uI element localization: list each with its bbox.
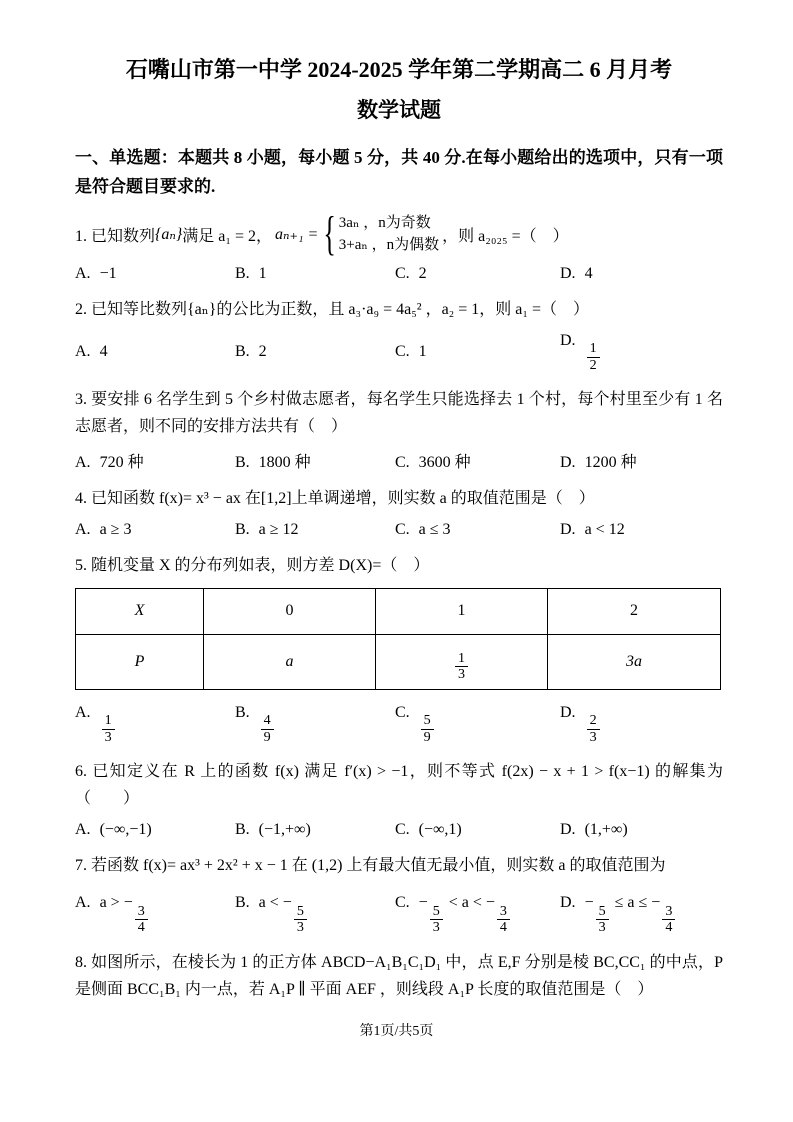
option-text: 2 bbox=[258, 343, 267, 361]
option-b bbox=[235, 704, 395, 746]
option-d bbox=[560, 821, 723, 839]
option-a bbox=[75, 343, 235, 361]
option-label: A. bbox=[75, 703, 91, 721]
question-2-options bbox=[75, 332, 723, 374]
option-label: B. bbox=[235, 264, 250, 282]
option-label: C. bbox=[395, 343, 410, 361]
question-6-options bbox=[75, 821, 723, 839]
q1-stem-post: ，则 a₂₀₂₅ =（ ） bbox=[442, 227, 569, 245]
option-label: B. bbox=[235, 894, 250, 912]
option-label: A. bbox=[75, 520, 91, 538]
fraction: $\frac{5}{9}$ bbox=[421, 713, 434, 745]
option-b bbox=[235, 343, 395, 361]
question-2: 2. 已知等比数列{aₙ}的公比为正数，且 a₃·a₉ = 4a₅² ，a₂ = 1，则 a₁ =（ ） bbox=[75, 300, 589, 318]
option-label: D. bbox=[560, 894, 576, 912]
option-text: 1200 种 bbox=[584, 454, 637, 471]
option-c bbox=[395, 894, 560, 936]
q1-case-even: 3+aₙ ，n为偶数 bbox=[338, 237, 440, 254]
fraction: $\frac{1}{2}$ bbox=[587, 341, 600, 373]
exam-subtitle: 数学试题 bbox=[357, 97, 441, 122]
option-d bbox=[560, 332, 723, 374]
option-label: C. bbox=[395, 264, 410, 282]
fraction: $\frac{2}{3}$ bbox=[587, 713, 600, 745]
option-text: − $\frac{5}{3}$ < a < − $\frac{3}{4}$ bbox=[419, 894, 512, 911]
q1-sequence-symbol: {aₙ} bbox=[155, 226, 183, 244]
option-text: −1 bbox=[99, 264, 117, 282]
left-brace-glyph: { bbox=[323, 206, 336, 261]
fraction: $\frac{3}{4}$ bbox=[497, 904, 510, 936]
option-label: D. bbox=[560, 264, 576, 282]
option-d bbox=[560, 894, 723, 936]
q1-piecewise-cases bbox=[339, 212, 439, 257]
option-text: 1800 种 bbox=[258, 454, 311, 471]
option-a bbox=[75, 449, 235, 472]
table-cell-p0: a bbox=[204, 634, 376, 689]
option-text: 4 bbox=[99, 343, 108, 361]
question-3-options bbox=[75, 449, 723, 472]
option-b bbox=[235, 265, 395, 283]
question-7-options bbox=[75, 894, 723, 936]
option-text: 2 bbox=[418, 264, 427, 282]
option-text: a > − $\frac{3}{4}$ bbox=[100, 894, 150, 911]
table-cell-p1 bbox=[376, 634, 548, 689]
option-d bbox=[560, 265, 723, 283]
option-text: (−∞,1) bbox=[418, 821, 462, 839]
option-c bbox=[395, 521, 560, 539]
option-label: B. bbox=[235, 821, 250, 839]
fraction: $\frac{3}{4}$ bbox=[135, 904, 148, 936]
option-text: a ≥ 3 bbox=[99, 520, 132, 538]
option-a bbox=[75, 704, 235, 746]
option-d bbox=[560, 704, 723, 746]
table-cell-x0: 0 bbox=[204, 588, 376, 634]
option-label: B. bbox=[235, 703, 250, 721]
option-label: C. bbox=[395, 821, 410, 839]
q1-recurrence-formula bbox=[275, 206, 440, 261]
option-label: C. bbox=[395, 894, 410, 912]
option-label: D. bbox=[560, 703, 576, 721]
q1-stem-pre: 1. 已知数列 bbox=[75, 227, 156, 245]
option-text bbox=[259, 704, 276, 745]
option-label: D. bbox=[560, 331, 576, 349]
option-text: a < 12 bbox=[584, 520, 625, 538]
option-label: A. bbox=[75, 264, 91, 282]
question-1 bbox=[75, 206, 723, 261]
option-text: − $\frac{5}{3}$ ≤ a ≤ − $\frac{3}{4}$ bbox=[585, 894, 678, 911]
option-d bbox=[560, 449, 723, 472]
option-label: D. bbox=[560, 821, 576, 839]
option-text: (−∞,−1) bbox=[99, 821, 152, 839]
option-c bbox=[395, 265, 560, 283]
option-b bbox=[235, 449, 395, 472]
option-a bbox=[75, 821, 235, 839]
option-text: a ≤ 3 bbox=[418, 520, 451, 538]
option-text: (−1,+∞) bbox=[258, 821, 311, 839]
option-text: (1,+∞) bbox=[584, 821, 628, 839]
question-7: 7. 若函数 f(x)= ax³ + 2x² + x − 1 在 (1,2) 上有最大值无最小值，则实数 a 的取值范围为 bbox=[75, 857, 666, 875]
option-b bbox=[235, 894, 395, 936]
question-5-options bbox=[75, 704, 723, 746]
option-text bbox=[100, 704, 117, 745]
option-text bbox=[585, 332, 602, 373]
option-text: 1 bbox=[418, 343, 427, 361]
q1-stem-mid: 满足 a₁ = 2， bbox=[182, 227, 273, 245]
question-4: 4. 已知函数 f(x)= x³ − ax 在[1,2]上单调递增，则实数 a 的取值范围是（ ） bbox=[75, 490, 595, 507]
table-cell-x1: 1 bbox=[376, 588, 548, 634]
fraction: $\frac{1}{3}$ bbox=[102, 713, 115, 745]
distribution-table bbox=[75, 588, 721, 690]
fraction: $\frac{4}{9}$ bbox=[261, 713, 274, 745]
option-a bbox=[75, 894, 235, 936]
option-a bbox=[75, 521, 235, 539]
question-6: 6. 已知定义在 R 上的函数 f(x) 满足 f′(x) > −1，则不等式 f(2x) − x + 1 > f(x−1) 的解集为（ ） bbox=[75, 763, 723, 808]
option-b bbox=[235, 521, 395, 539]
option-label: B. bbox=[235, 520, 250, 538]
option-text: 4 bbox=[584, 264, 593, 282]
option-text: 720 种 bbox=[99, 454, 144, 471]
fraction: $\frac{3}{4}$ bbox=[662, 904, 675, 936]
option-label: D. bbox=[560, 454, 576, 471]
option-d bbox=[560, 521, 723, 539]
option-text: 1 bbox=[258, 264, 267, 282]
table-cell-x2: 2 bbox=[548, 588, 721, 634]
question-3: 3. 要安排 6 名学生到 5 个乡村做志愿者，每名学生只能选择去 1 个村，每个村里至少有 1 名志愿者，则不同的安排方法共有（ ） bbox=[75, 391, 723, 436]
table-row-x bbox=[76, 588, 721, 634]
option-c bbox=[395, 343, 560, 361]
option-label: A. bbox=[75, 894, 91, 912]
option-label: A. bbox=[75, 343, 91, 361]
option-label: A. bbox=[75, 454, 91, 471]
option-text: a < − $\frac{5}{3}$ bbox=[259, 894, 309, 911]
question-1-options bbox=[75, 265, 723, 283]
option-label: A. bbox=[75, 821, 91, 839]
exam-title: 石嘴山市第一中学 2024-2025 学年第二学期高二 6 月月考 bbox=[125, 57, 673, 82]
option-text: a ≥ 12 bbox=[258, 520, 299, 538]
option-text: 3600 种 bbox=[418, 454, 471, 471]
fraction: $\frac{5}{3}$ bbox=[430, 904, 443, 936]
option-label: B. bbox=[235, 454, 250, 471]
fraction: $\frac{1}{3}$ bbox=[455, 651, 468, 683]
q1-case-odd: 3aₙ ，n为奇数 bbox=[338, 214, 431, 231]
option-text bbox=[585, 704, 602, 745]
fraction: $\frac{5}{3}$ bbox=[596, 904, 609, 936]
option-a bbox=[75, 265, 235, 283]
q1-formula-lhs: aₙ₊₁ = bbox=[275, 226, 319, 244]
table-cell-p2: 3a bbox=[548, 634, 721, 689]
option-label: C. bbox=[395, 454, 410, 471]
section-heading: 一、单选题：本题共 8 小题，每小题 5 分，共 40 分.在每小题给出的选项中，只有一项是符合题目要求的. bbox=[75, 147, 723, 196]
option-c bbox=[395, 449, 560, 472]
option-c bbox=[395, 704, 560, 746]
option-label: C. bbox=[395, 520, 410, 538]
option-label: C. bbox=[395, 703, 410, 721]
fraction: $\frac{5}{3}$ bbox=[294, 904, 307, 936]
table-row-p bbox=[76, 634, 721, 689]
option-b bbox=[235, 821, 395, 839]
table-cell-x-label: X bbox=[76, 588, 204, 634]
question-4-options bbox=[75, 521, 723, 539]
option-label: D. bbox=[560, 520, 576, 538]
table-cell-p-label: P bbox=[76, 634, 204, 689]
option-text bbox=[419, 704, 436, 745]
page-number: 第1页/共5页 bbox=[359, 1024, 434, 1039]
option-label: B. bbox=[235, 343, 250, 361]
question-8: 8. 如图所示，在棱长为 1 的正方体 ABCD−A₁B₁C₁D₁ 中，点 E,F 分别是棱 BC,CC₁ 的中点，P 是侧面 BCC₁B₁ 内一点，若 A₁P ∥ 平面 AEF ，则线段 A₁P 长度的取值范围是（ ） bbox=[75, 953, 723, 998]
option-c bbox=[395, 821, 560, 839]
question-5: 5. 随机变量 X 的分布列如表，则方差 D(X)=（ ） bbox=[75, 556, 430, 574]
